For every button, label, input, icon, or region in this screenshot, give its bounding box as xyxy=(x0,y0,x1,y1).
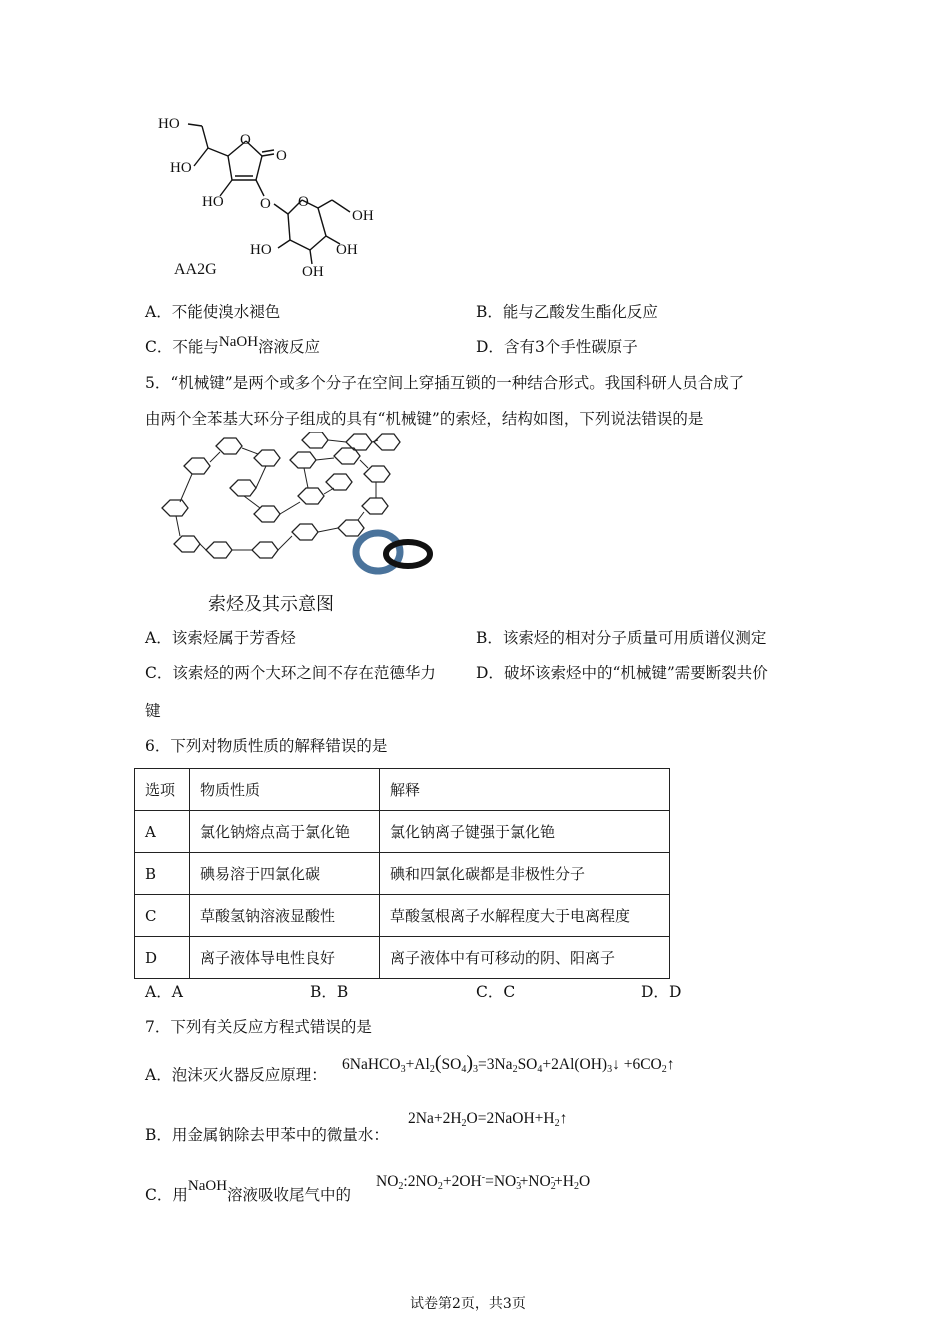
option-text: 该索烃的相对分子质量可用质谱仪测定 xyxy=(502,629,767,647)
option-d[interactable] xyxy=(476,664,768,683)
option-a[interactable] xyxy=(145,983,183,1002)
option-key: C． xyxy=(145,664,173,682)
foam-extinguisher-equation: $6NaHCO_3+Al_2(SO_4)_3=3Na_2SO_4+2Al(OH)_3↓$ $+6CO_2↑$ xyxy=(342,1052,675,1075)
structure-label: AA2G xyxy=(174,261,217,278)
table-cell: C xyxy=(135,895,190,937)
q5-stem-line1: 5．“机械键”是两个或多个分子在空间上穿插互锁的一种结合形式。我国科研人员合成了 xyxy=(145,374,745,392)
table-cell: 草酸氢根离子水解程度大于电离程度 xyxy=(380,895,670,937)
atom-label: O xyxy=(260,196,271,212)
option-key: B． xyxy=(476,629,503,647)
option-key: A． xyxy=(145,983,172,1001)
option-text-post: 溶液吸收尾气中的 xyxy=(227,1186,352,1204)
naoh-formula: NaOH xyxy=(218,334,259,350)
option-key: D． xyxy=(476,664,504,682)
option-c[interactable] xyxy=(145,664,436,683)
option-a[interactable] xyxy=(145,629,296,648)
atom-label: O xyxy=(298,194,309,210)
option-key: A． xyxy=(145,629,172,647)
table-header: 物质性质 xyxy=(190,769,380,811)
atom-label: OH xyxy=(352,208,374,224)
q7-option-b-label[interactable]: B．用金属钠除去甲苯中的微量水： xyxy=(145,1126,389,1144)
atom-label: OH xyxy=(302,264,324,280)
option-b[interactable] xyxy=(476,629,766,648)
atom-label: OH xyxy=(336,242,358,258)
table-cell: B xyxy=(135,853,190,895)
table-row xyxy=(135,937,670,979)
option-text: D xyxy=(668,983,682,1001)
option-key: D． xyxy=(641,983,669,1001)
table-cell: 氯化钠熔点高于氯化铯 xyxy=(190,811,380,853)
option-text-pre: C．用 xyxy=(145,1186,188,1204)
table-row xyxy=(135,811,670,853)
option-b[interactable] xyxy=(476,303,658,322)
table-cell: A xyxy=(135,811,190,853)
q7-stem: 7．下列有关反应方程式错误的是 xyxy=(145,1018,372,1036)
option-key: D． xyxy=(476,338,504,356)
table-cell: 草酸氢钠溶液显酸性 xyxy=(190,895,380,937)
option-key: B． xyxy=(476,303,503,321)
table-header-row xyxy=(135,769,670,811)
option-text: 含有3个手性碳原子 xyxy=(503,338,638,356)
no2-absorption-equation: $NO_2:2NO_2+2OH^-=NO_3^-+NO_2^-+H_2O$ xyxy=(376,1172,591,1192)
option-text-post: 溶液反应 xyxy=(258,338,321,356)
table-header: 解释 xyxy=(380,769,670,811)
q7-option-a-label[interactable]: A．泡沫灭火器反应原理： xyxy=(145,1066,327,1084)
atom-label: HO xyxy=(158,116,180,132)
option-text: 该索烃属于芳香烃 xyxy=(171,629,296,647)
table-cell: 碘易溶于四氯化碳 xyxy=(190,853,380,895)
option-c[interactable] xyxy=(476,983,515,1002)
q5-stem-line2: 由两个全苯基大环分子组成的具有“机械键”的索烃，结构如图，下列说法错误的是 xyxy=(145,410,704,428)
option-d[interactable] xyxy=(476,338,638,357)
option-d-continued: 键 xyxy=(145,702,161,720)
option-text: C xyxy=(503,983,516,1001)
table-row xyxy=(135,895,670,937)
q6-stem: 6．下列对物质性质的解释错误的是 xyxy=(145,737,388,755)
q7-option-c-label[interactable] xyxy=(145,1178,352,1205)
atom-label: HO xyxy=(250,242,272,258)
option-text: 该索烃的两个大环之间不存在范德华力 xyxy=(172,664,436,682)
table-cell: 离子液体中有可移动的阴、阳离子 xyxy=(380,937,670,979)
catenane-structure xyxy=(150,432,450,592)
table-cell: 氯化钠离子键强于氯化铯 xyxy=(380,811,670,853)
aa2g-structure xyxy=(150,108,395,280)
table-row xyxy=(135,853,670,895)
option-key: B． xyxy=(310,983,337,1001)
table-cell: D xyxy=(135,937,190,979)
option-text: 不能使溴水褪色 xyxy=(171,303,281,321)
atom-label: O xyxy=(240,132,251,148)
option-key: C． xyxy=(476,983,504,1001)
atom-label: HO xyxy=(202,194,224,210)
table-cell: 碘和四氯化碳都是非极性分子 xyxy=(380,853,670,895)
naoh-formula: NaOH xyxy=(187,1178,228,1194)
option-text: 破坏该索烃中的“机械键”需要断裂共价 xyxy=(503,664,768,682)
sodium-water-equation: $2Na+2H_2O=2NaOH+H_2↑$ xyxy=(408,1110,568,1129)
option-d[interactable] xyxy=(641,983,681,1002)
option-key: A． xyxy=(145,303,172,321)
option-text: B xyxy=(336,983,349,1001)
table-header: 选项 xyxy=(135,769,190,811)
option-a[interactable] xyxy=(145,303,280,322)
option-c[interactable] xyxy=(145,334,321,357)
option-text: 能与乙酸发生酯化反应 xyxy=(502,303,658,321)
property-table xyxy=(134,768,670,979)
option-text: A xyxy=(171,983,183,1001)
atom-label: O xyxy=(276,148,287,164)
option-text-pre: 不能与 xyxy=(172,338,219,356)
table-cell: 离子液体导电性良好 xyxy=(190,937,380,979)
option-b[interactable] xyxy=(310,983,348,1002)
catenane-caption: 索烃及其示意图 xyxy=(208,594,334,615)
page-footer: 试卷第2页，共3页 xyxy=(410,1296,526,1312)
option-key: C． xyxy=(145,338,173,356)
atom-label: HO xyxy=(170,160,192,176)
